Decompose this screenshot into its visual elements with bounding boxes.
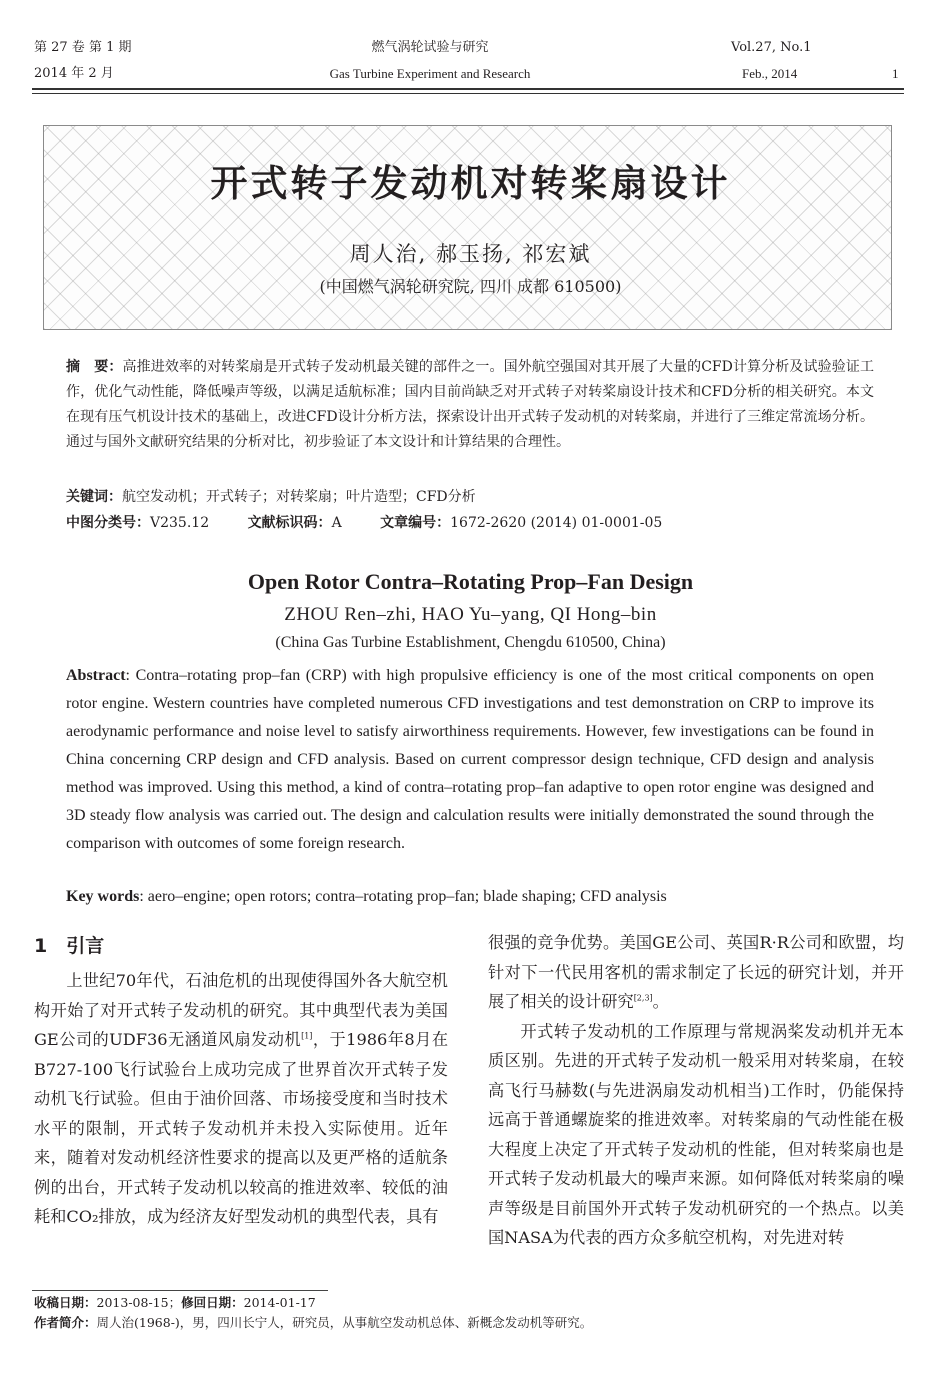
footnote-rule [32, 1290, 328, 1291]
footnote-author [34, 1314, 592, 1332]
paragraph-text: 上世纪70年代，石油危机的出现使得国外各大航空机构开始了对开式转子发动机的研究。其中典型代表为美国GE公司的UDF36无涵道风扇发动机 [34, 971, 448, 1049]
volume-issue-en: Vol.27, No.1 [731, 40, 812, 55]
abstract-cn [66, 355, 874, 455]
title-cn: 开式转子发动机对转桨扇设计 [210, 162, 731, 205]
keywords-en-text: : aero–engine; open rotors; contra–rotating prop–fan; blade shaping; CFD analysis [139, 888, 667, 905]
keywords-cn-label: 关键词： [66, 489, 122, 505]
paragraph-text: 。 [652, 992, 669, 1011]
paragraph [34, 966, 448, 1232]
abstract-en-text: : Contra–rotating prop–fan (CRP) with high propulsive efficiency is one of the most critical components on open rotor engine. Western countries have completed numerous CFD investigations and test demonstration on CRP to improve its aerodynamic performance and noise level to satisfy airworthiness requirements. However, few investigations can be found in China concerning CRP design and CFD analysis. Based on current compressor design technique, CFD design and analysis method was improved. Using this method, a kind of contra–rotating prop–fan adaptive to open rotor engine was designed and 3D steady flow analysis was carried out. The design and calculation results were initially demonstrated the sound through the comparison with outcomes of some foreign research. [66, 667, 874, 852]
received-label: 收稿日期： [34, 1295, 97, 1310]
abstract-cn-label: 摘 要： [66, 359, 123, 375]
revised-date: 2014-01-17 [243, 1295, 316, 1310]
citation: [2,3] [633, 993, 653, 1003]
author-bio-label: 作者简介： [34, 1315, 97, 1330]
body-column-right [488, 928, 904, 1253]
keywords-en-label: Key words [66, 888, 140, 905]
doc-code-value: A [331, 515, 342, 531]
volume-issue-cn: 第 27 卷 第 1 期 [34, 40, 132, 55]
keywords-cn [66, 485, 874, 510]
keywords-en [66, 884, 874, 910]
doc-code-label: 文献标识码： [247, 515, 332, 531]
header-rule-thin [32, 93, 904, 94]
classification-line [66, 512, 662, 534]
abstract-en [66, 662, 874, 858]
abstract-cn-text: 高推进效率的对转桨扇是开式转子发动机最关键的部件之一。国外航空强国对其开展了大量的CFD计算分析及试验验证工作，优化气动性能，降低噪声等级，以满足适航标准；国内目前尚缺乏对开式转子对转桨扇设计技术和CFD分析的相关研究。本文在现有压气机设计技术的基础上，改进CFD设计分析方法，探索设计出开式转子发动机的对转桨扇，并进行了三维定常流场分析。通过与国外文献研究结果的分析对比，初步验证了本文设计和计算结果的合理性。 [66, 359, 874, 450]
body-column-left [34, 966, 448, 1232]
article-number-value: 1672-2620 (2014) 01-0001-05 [450, 515, 663, 531]
paragraph-text: ，于1986年8月在B727-100飞行试验台上成功完成了世界首次开式转子发动机飞行试验。但由于油价回落、市场接受度和当时技术水平的限制，开式转子发动机并未投入实际使用。近年来，随着对发动机经济性要求的提高以及更严格的适航条例的出台，开式转子发动机以较高的推进效率、较低的油耗和CO₂排放，成为经济友好型发动机的典型代表，具有 [34, 1030, 449, 1226]
date-en: Feb., 2014 [742, 66, 798, 81]
page-number: 1 [892, 66, 899, 81]
title-box [43, 125, 892, 330]
authors-cn: 周人治, 郝玉扬, 祁宏斌 [349, 242, 592, 266]
clc-label: 中图分类号： [66, 515, 150, 531]
author-bio: 周人治(1968-)，男，四川长宁人，研究员，从事航空发动机总体、新概念发动机等研究。 [96, 1315, 593, 1330]
header-rule [32, 88, 904, 90]
journal-name-en: Gas Turbine Experiment and Research [329, 66, 531, 81]
date-cn: 2014 年 2 月 [34, 66, 114, 81]
section-heading-introduction: 1 引言 [34, 935, 105, 957]
paragraph: 开式转子发动机的工作原理与常规涡桨发动机并无本质区别。先进的开式转子发动机一般采用对转桨扇，在较高飞行马赫数(与先进涡扇发动机相当)工作时，仍能保持远高于普通螺旋桨的推进效率。对转桨扇的气动性能在极大程度上决定了开式转子发动机的性能，但对转桨扇也是开式转子发动机最大的噪声来源。如何降低对转桨扇的噪声等级是目前国外开式转子发动机研究的一个热点。以美国NASA为代表的西方众多航空机构，对先进对转 [488, 1021, 904, 1247]
footnote-dates: 收稿日期：2013-08-15；修回日期：2014-01-17 [34, 1295, 316, 1310]
abstract-en-label: Abstract [66, 667, 126, 684]
clc-value: V235.12 [150, 515, 210, 531]
citation: [1] [301, 1031, 313, 1041]
revised-label: 修回日期： [181, 1295, 244, 1310]
keywords-cn-text: 航空发动机；开式转子；对转桨扇；叶片造型；CFD分析 [122, 489, 476, 505]
affiliation-en: (China Gas Turbine Establishment, Chengdu 610500, China) [275, 634, 666, 651]
title-en: Open Rotor Contra–Rotating Prop–Fan Design [247, 569, 694, 594]
received-date: 2013-08-15 [96, 1295, 169, 1310]
affiliation-cn: (中国燃气涡轮研究院, 四川 成都 610500) [319, 277, 622, 296]
paragraph-text: 很强的竞争优势。美国GE公司、英国R·R公司和欧盟，均针对下一代民用客机的需求制定了长远的研究计划，并开展了相关的设计研究 [488, 933, 904, 1011]
article-number-label: 文章编号： [380, 515, 451, 531]
authors-en: ZHOU Ren–zhi, HAO Yu–yang, QI Hong–bin [284, 604, 657, 625]
paragraph-continued [488, 928, 904, 1017]
journal-name-cn: 燃气涡轮试验与研究 [371, 40, 489, 55]
